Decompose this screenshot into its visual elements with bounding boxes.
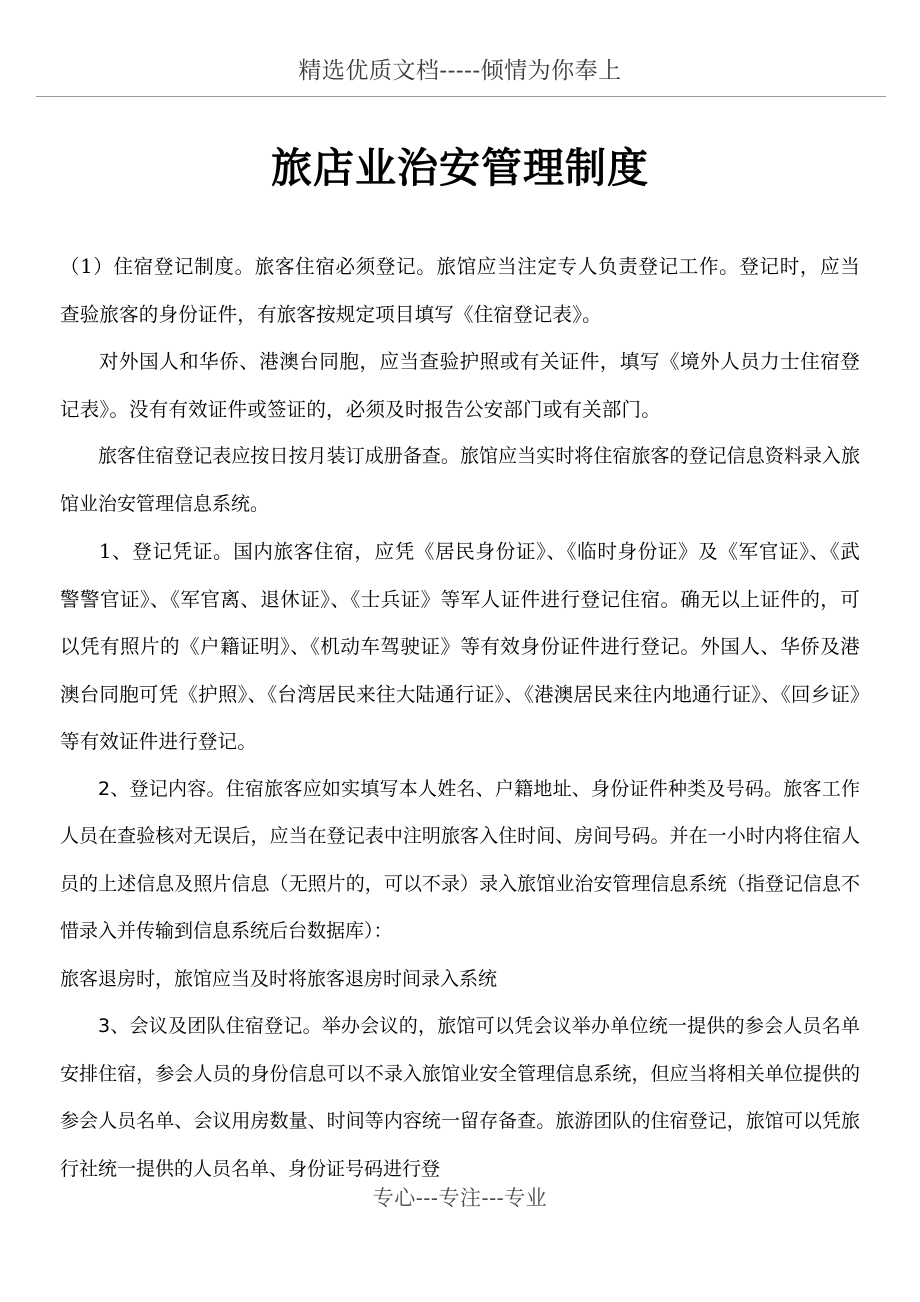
body-paragraph: （1）住宿登记制度。旅客住宿必须登记。旅馆应当注定专人负责登记工作。登记时，应当查验旅客的身份证件，有旅客按规定项目填写《住宿登记表》。 (60, 255, 860, 326)
body-paragraph-section-1: 1、登记凭证。国内旅客住宿，应凭《居民身份证》、《临时身份证》及《军官证》、《武警警官证》、《军官离、退休证》、《士兵证》等军人证件进行登记住宿。确无以上证件的，可以凭有照片的《户籍证明》、《机动车驾驶证》等有效身份证件进行登记。外国人、华侨及港澳台同胞可凭《护照》、《台湾居民来往大陆通行证》、《港澳居民来往内地通行证》、《回乡证》等有效证件进行登记。 (60, 540, 860, 753)
body-paragraph-section-2: 2、登记内容。住宿旅客应如实填写本人姓名、户籍地址、身份证件种类及号码。旅客工作人员在查验核对无误后，应当在登记表中注明旅客入住时间、房间号码。并在一小时内将住宿人员的上述信息及照片信息（无照片的，可以不录）录入旅馆业治安管理信息系统（指登记信息不惜录入并传输到信息系统后台数据库）： (60, 777, 860, 942)
body-paragraph-section-3: 3、会议及团队住宿登记。举办会议的，旅馆可以凭会议举办单位统一提供的参会人员名单安排住宿，参会人员的身份信息可以不录入旅馆业安全管理信息系统，但应当将相关单位提供的参会人员名单、会议用房数量、时间等内容统一留存备查。旅游团队的住宿登记，旅馆可以凭旅行社统一提供的人员名单、身份证号码进行登 (60, 1015, 860, 1180)
body-paragraph: 旅客退房时，旅馆应当及时将旅客退房时间录入系统 (60, 967, 498, 990)
page-header (0, 56, 920, 86)
page-footer: 专心---专注---专业 (372, 1186, 548, 1210)
body-paragraph: 旅客住宿登记表应按日按月装订成册备查。旅馆应当实时将住宿旅客的登记信息资料录入旅馆业治安管理信息系统。 (60, 445, 860, 515)
header-divider (36, 96, 886, 97)
document-body (60, 243, 860, 1193)
page-title: 旅店业治安管理制度 (271, 144, 649, 192)
header-slogan: 精选优质文档-----倾情为你奉上 (298, 58, 622, 84)
body-paragraph: 对外国人和华侨、港澳台同胞，应当查验护照或有关证件，填写《境外人员力士住宿登记表》。没有有效证件或签证的，必须及时报告公安部门或有关部门。 (60, 350, 860, 421)
